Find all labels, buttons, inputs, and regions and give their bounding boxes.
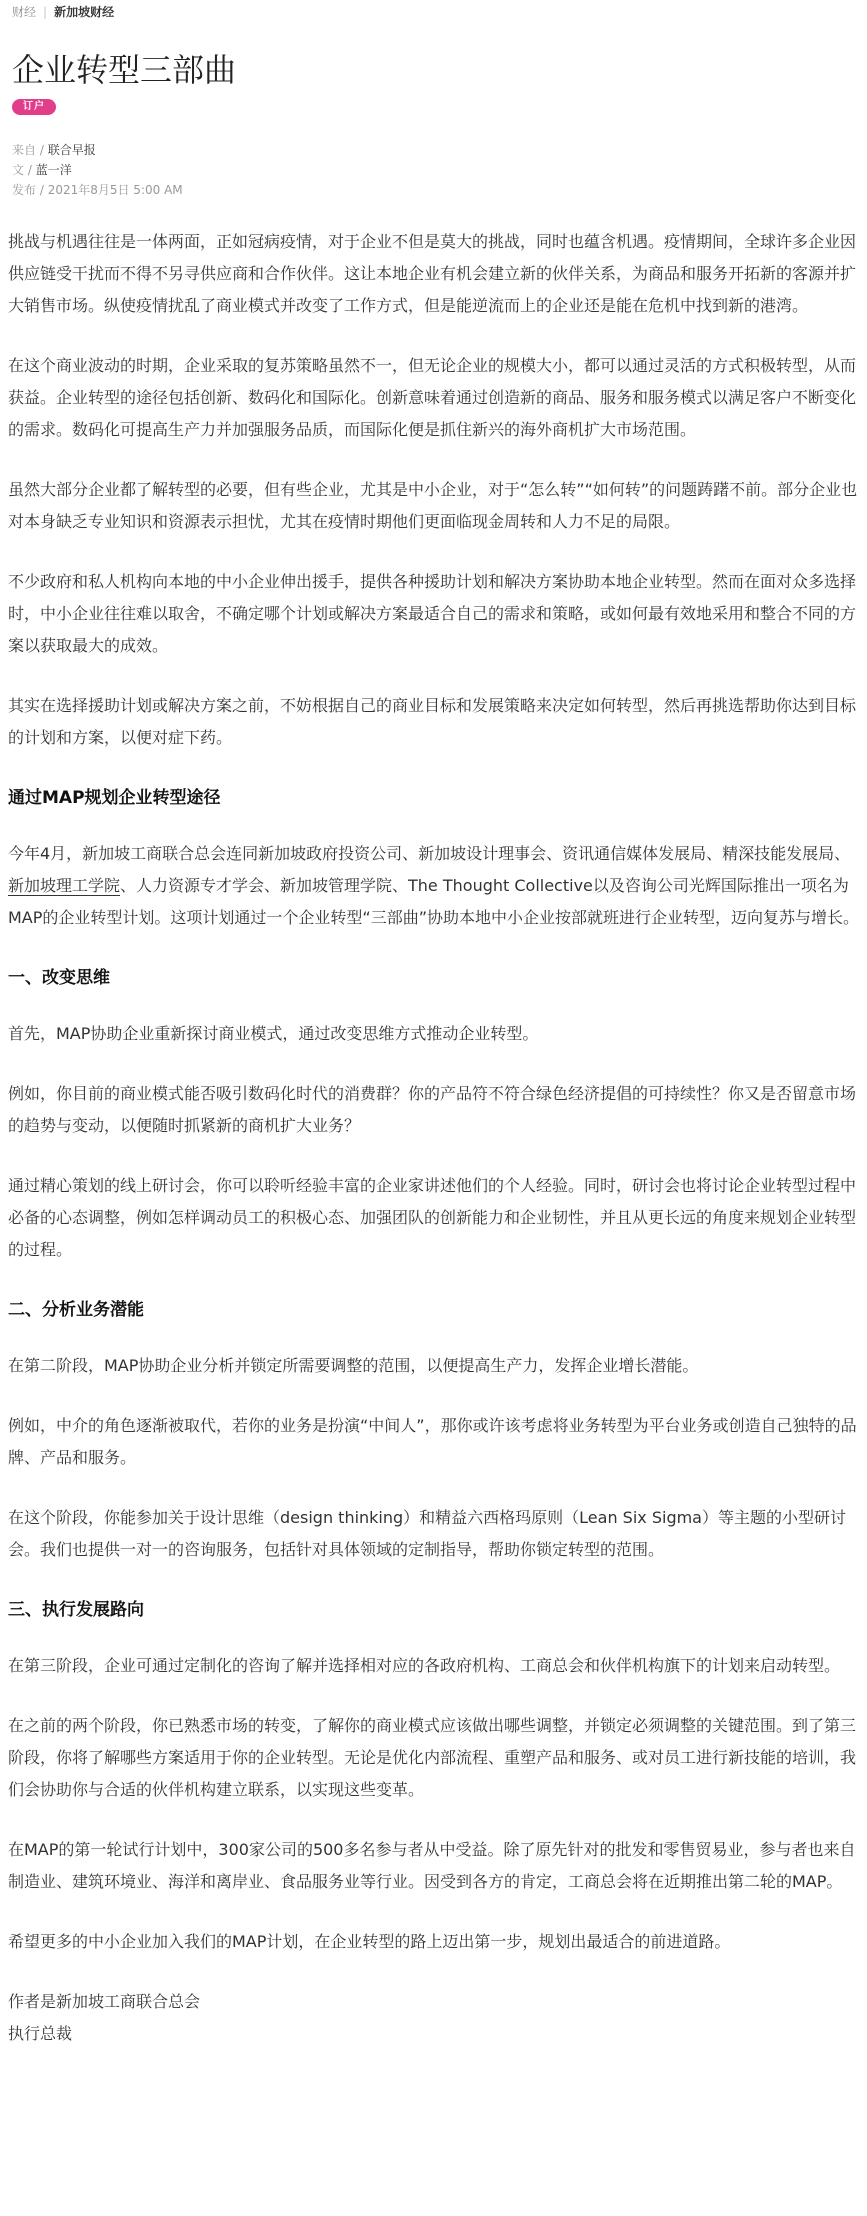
breadcrumb-separator: |: [43, 5, 48, 19]
meta-published-label: 发布 /: [12, 183, 48, 197]
paragraph-text: 今年4月，新加坡工商联合总会连同新加坡政府投资公司、新加坡设计理事会、资讯通信媒体发展局、精深技能发展局、: [8, 844, 851, 863]
paragraph: 首先，MAP协助企业重新探讨商业模式，通过改变思维方式推动企业转型。: [8, 1024, 539, 1043]
paragraph: 在这个阶段，你能参加关于设计思维（design thinking）和精益六西格玛原则（Lean Six Sigma）等主题的小型研讨会。我们也提供一对一的咨询服务，包括针对具体领域的定制指导，帮助你锁定转型的范围。: [8, 1508, 846, 1559]
paragraph: 希望更多的中小企业加入我们的MAP计划，在企业转型的路上迈出第一步，规划出最适合的前进道路。: [8, 1932, 731, 1951]
meta-author-label: 文 /: [12, 163, 36, 177]
paragraph-text: 、人力资源专才学会、新加坡管理学院、The Thought Collective以及咨询公司光辉国际推出一项名为MAP的企业转型计划。这项计划通过一个企业转型“三部曲”协助本地中小企业按部就班进行企业转型，迈向复苏与增长。: [8, 876, 859, 927]
author-signature: 作者是新加坡工商联合总会: [8, 1992, 201, 2011]
meta-author[interactable]: 蓝一洋: [35, 163, 72, 177]
paragraph: 例如，中介的角色逐渐被取代，若你的业务是扮演“中间人”，那你或许该考虑将业务转型为平台业务或创造自己独特的品牌、产品和服务。: [8, 1416, 857, 1467]
paragraph: [8, 838, 860, 934]
section-heading-map: 通过MAP规划企业转型途径: [8, 788, 221, 808]
paragraph: 在第三阶段，企业可通过定制化的咨询了解并选择相对应的各政府机构、工商总会和伙伴机构旗下的计划来启动转型。: [8, 1656, 841, 1675]
paragraph: 通过精心策划的线上研讨会，你可以聆听经验丰富的企业家讲述他们的个人经验。同时，研讨会也将讨论企业转型过程中必备的心态调整，例如怎样调动员工的积极心态、加强团队的创新能力和企业韧性，并且从更长远的角度来规划企业转型的过程。: [8, 1176, 857, 1259]
link-singapore-polytechnic[interactable]: 新加坡理工学院: [8, 876, 121, 895]
meta-author-row: [12, 160, 183, 180]
meta-source[interactable]: 联合早报: [47, 143, 96, 157]
breadcrumb: [12, 2, 114, 22]
paragraph: 在第二阶段，MAP协助企业分析并锁定所需要调整的范围，以便提高生产力，发挥企业增长潜能。: [8, 1356, 699, 1375]
paragraph: 挑战与机遇往往是一体两面，正如冠病疫情，对于企业不但是莫大的挑战，同时也蕴含机遇。疫情期间，全球许多企业因供应链受干扰而不得不另寻供应商和合作伙伴。这让本地企业有机会建立新的伙伴关系，为商品和服务开拓新的客源并扩大销售市场。纵使疫情扰乱了商业模式并改变了工作方式，但是能逆流而上的企业还是能在危机中找到新的港湾。: [8, 232, 857, 315]
section-heading-step-2: 二、分析业务潜能: [8, 1300, 144, 1320]
author-title: 执行总裁: [8, 2024, 73, 2043]
breadcrumb-category[interactable]: 财经: [12, 5, 37, 19]
meta-published: 2021年8月5日 5:00 AM: [47, 183, 183, 197]
meta-source-label: 来自 /: [12, 143, 48, 157]
page-title: 企业转型三部曲: [12, 51, 237, 89]
meta-published-row: [12, 180, 183, 200]
section-heading-step-3: 三、执行发展路向: [8, 1600, 144, 1620]
paragraph: 其实在选择援助计划或解决方案之前，不妨根据自己的商业目标和发展策略来决定如何转型，然后再挑选帮助你达到目标的计划和方案，以便对症下药。: [8, 696, 857, 747]
article-meta: [12, 140, 183, 200]
article-body: [8, 226, 860, 2050]
paragraph: 在MAP的第一轮试行计划中，300家公司的500多名参与者从中受益。除了原先针对的批发和零售贸易业，参与者也来自制造业、建筑环境业、海洋和离岸业、食品服务业等行业。因受到各方的肯定，工商总会将在近期推出第二轮的MAP。: [8, 1840, 856, 1891]
paragraph: 在之前的两个阶段，你已熟悉市场的转变，了解你的商业模式应该做出哪些调整，并锁定必须调整的关键范围。到了第三阶段，你将了解哪些方案适用于你的企业转型。无论是优化内部流程、重塑产品和服务、或对员工进行新技能的培训，我们会协助你与合适的伙伴机构建立联系，以实现这些变革。: [8, 1716, 857, 1799]
paragraph: 例如，你目前的商业模式能否吸引数码化时代的消费群？你的产品符不符合绿色经济提倡的可持续性？你又是否留意市场的趋势与变动，以便随时抓紧新的商机扩大业务？: [8, 1084, 857, 1135]
section-heading-step-1: 一、改变思维: [8, 968, 110, 988]
paragraph: 在这个商业波动的时期，企业采取的复苏策略虽然不一，但无论企业的规模大小，都可以通过灵活的方式积极转型，从而获益。企业转型的途径包括创新、数码化和国际化。创新意味着通过创造新的商品、服务和服务模式以满足客户不断变化的需求。数码化可提高生产力并加强服务品质，而国际化便是抓住新兴的海外商机扩大市场范围。: [8, 356, 857, 439]
meta-source-row: [12, 140, 183, 160]
breadcrumb-current[interactable]: 新加坡财经: [54, 5, 115, 19]
paragraph: 虽然大部分企业都了解转型的必要，但有些企业，尤其是中小企业，对于“怎么转”“如何转”的问题踌躇不前。部分企业也对本身缺乏专业知识和资源表示担忧，尤其在疫情时期他们更面临现金周转和人力不足的局限。: [8, 480, 858, 531]
paragraph: 不少政府和私人机构向本地的中小企业伸出援手，提供各种援助计划和解决方案协助本地企业转型。然而在面对众多选择时，中小企业往往难以取舍，不确定哪个计划或解决方案最适合自己的需求和策略，或如何最有效地采用和整合不同的方案以获取最大的成效。: [8, 572, 857, 655]
subscriber-badge: 订户: [12, 99, 56, 115]
